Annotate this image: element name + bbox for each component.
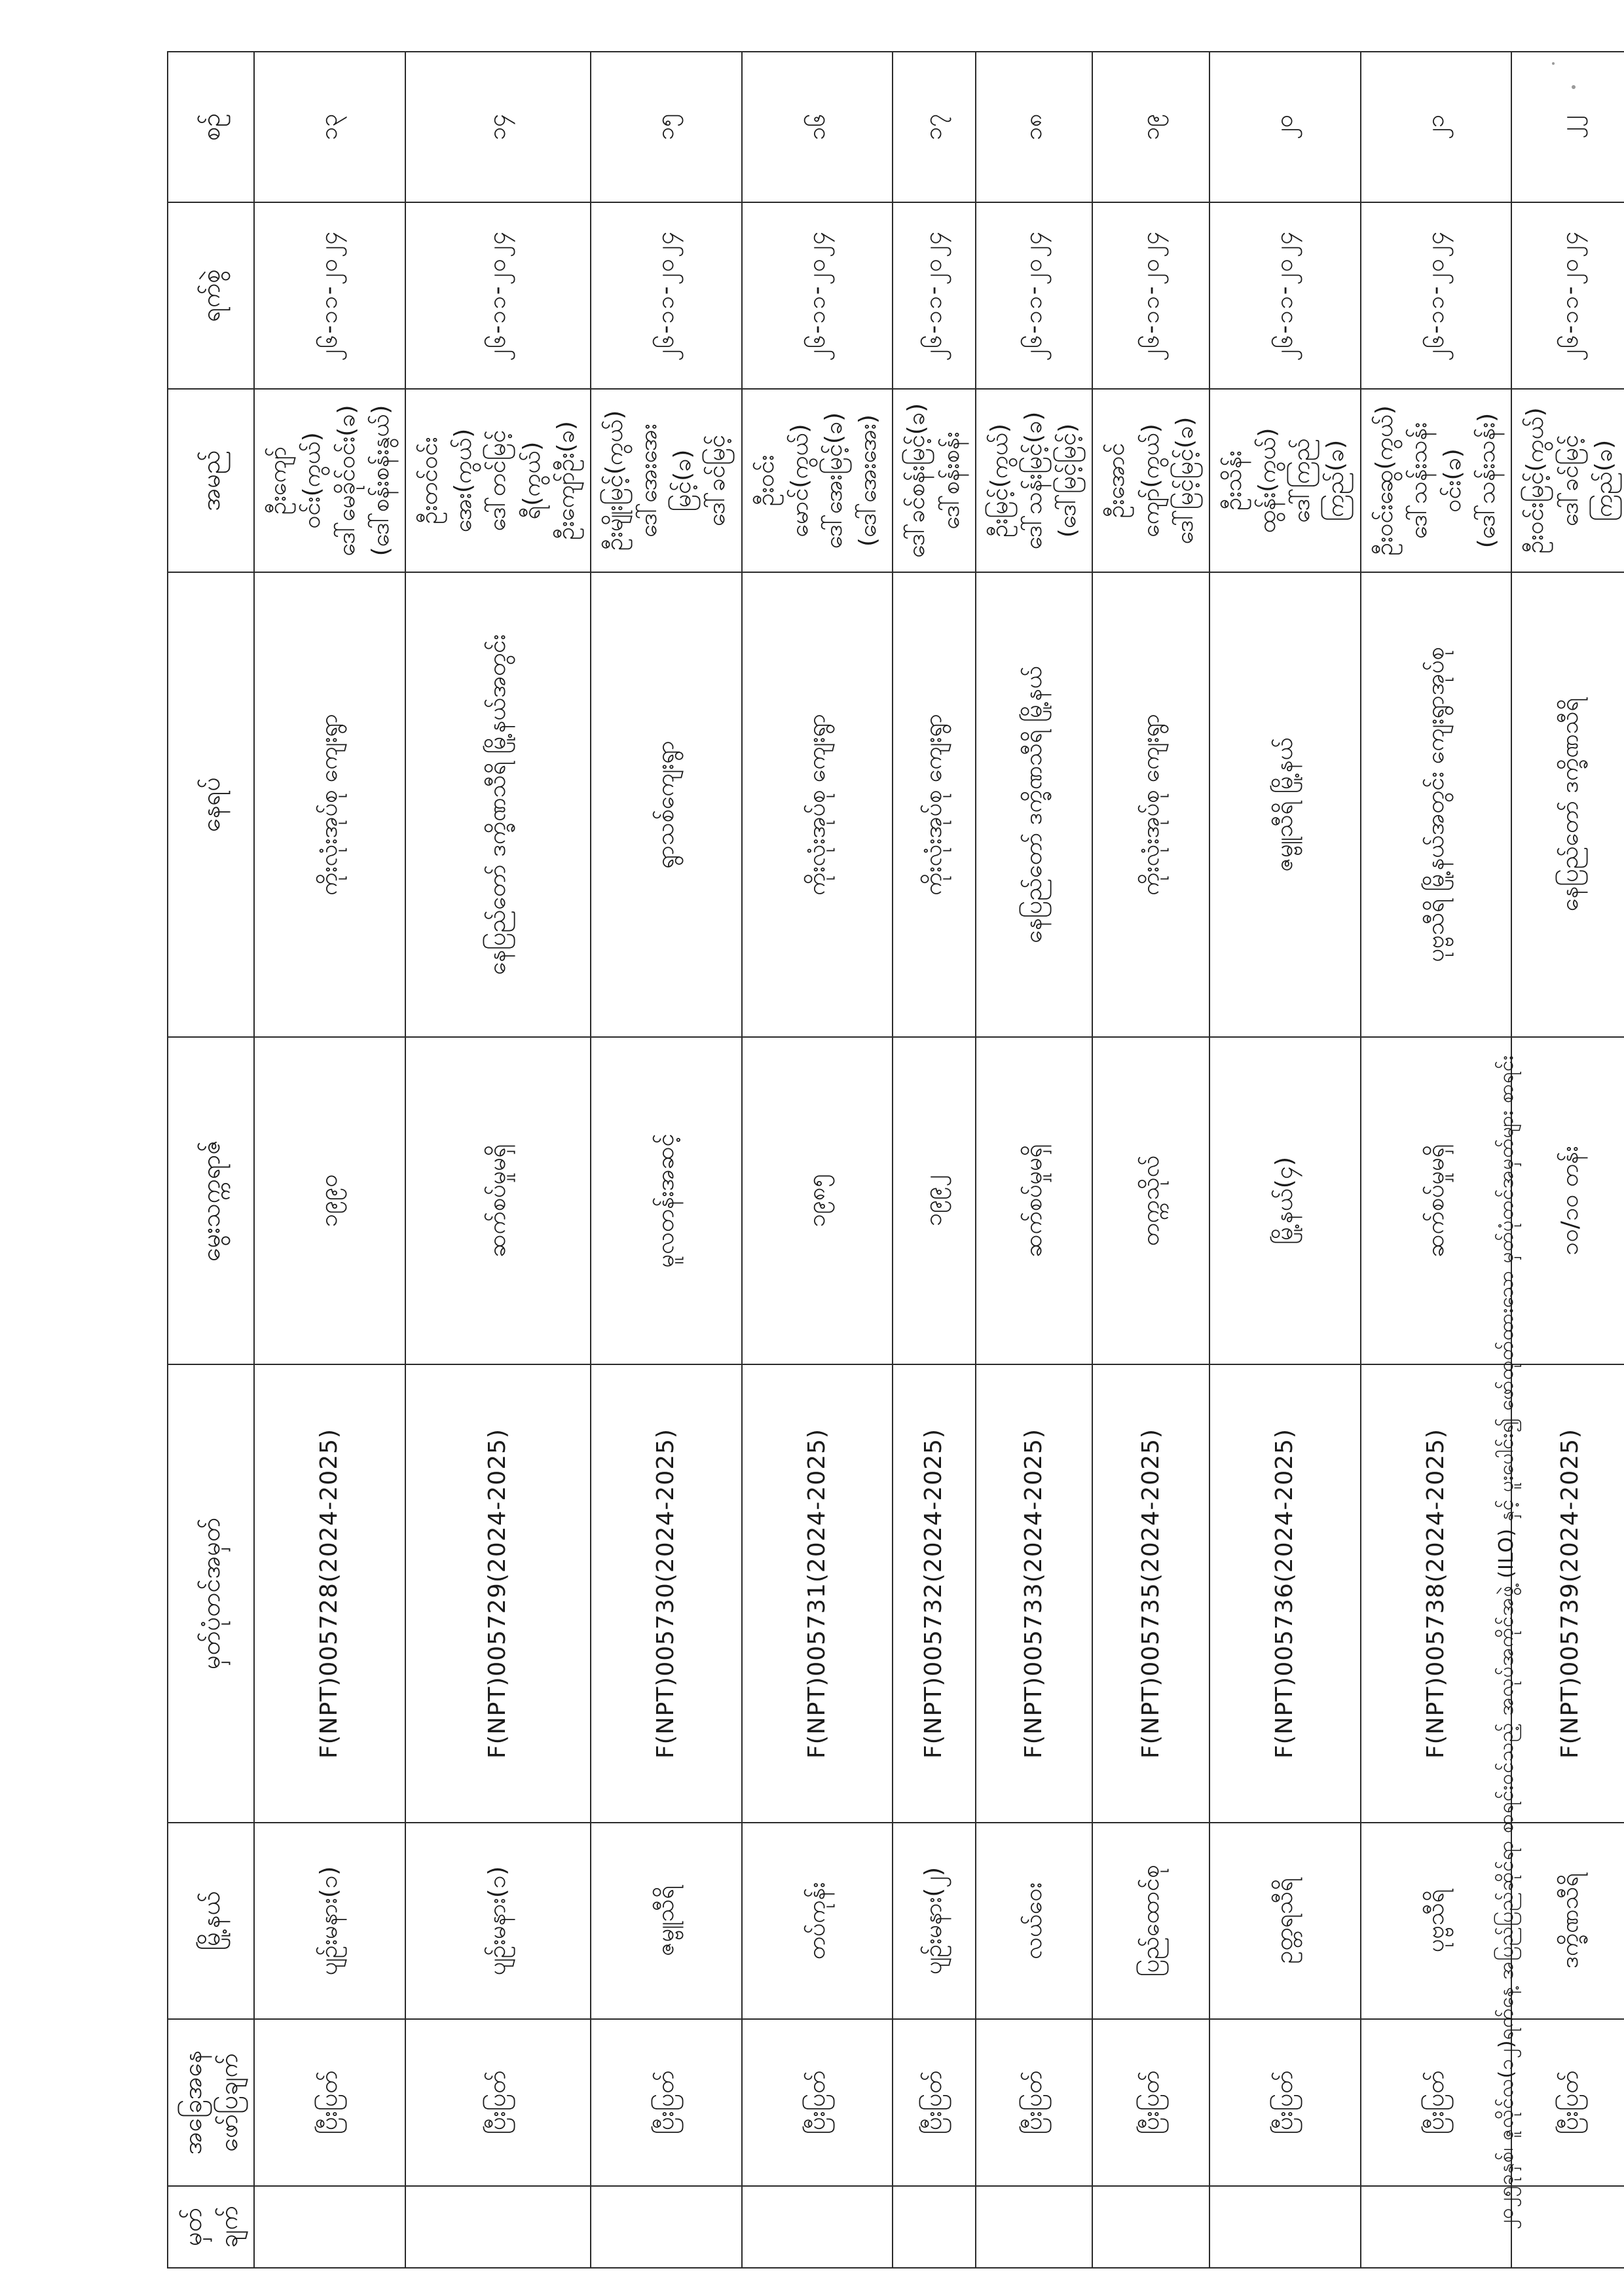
remark-cell [1092,2186,1209,2268]
remark-cell [1511,2186,1624,2268]
reg-no-cell: F(NPT)005736(2024-2025) [1209,1364,1361,1823]
name-cell: ဦးဝင်းမြင့်(ကွယ်) ဒေါ်ခင်မြင့်ကြည်(ခ) [1511,389,1624,572]
date-cell: ၂၆-၁၁-၂၀၂၄ [1361,202,1512,389]
name-cell: ဦးသိန်းထွန်း(ကွယ်) ဒေါ်ကြည်ကြည်(ခ) [1209,389,1361,572]
name-cell: ဦးဝင်းမောင်(ကွယ်) ဒေါ်အေးမြင့်(ခ) (ဒေါ်အေးအေး) [742,389,893,572]
header-status: အခြေအနေ ဖော်ပြချက် [168,2019,254,2186]
remark-cell [976,2186,1093,2268]
date-cell: ၂၆-၁၁-၂၀၂၄ [976,202,1093,389]
date-cell: ၂၆-၁၁-၂၀၂၄ [591,202,742,389]
address-cell: ရွာသစ်ကျေးရွာ [591,572,742,1037]
table-row [1511,52,1624,2268]
address-cell: ကိုးလုံးအုပ်စု ကျေးရွာ [1092,572,1209,1037]
remark-cell [254,2186,405,2268]
date-cell: ၂၆-၁၁-၂၀၂၄ [1511,202,1624,389]
township-cell: ဒက္ခိဏသီရိ [1511,1823,1624,2019]
township-cell: ဇမ္ဗူသီရိ [591,1823,742,2019]
township-cell: ပြည်ထောင်စု [1092,1823,1209,2019]
status-cell: ပြီးပြတ် [1511,2019,1624,2186]
status-cell: ပြီးပြတ် [976,2019,1093,2186]
address-cell: နေပြည်တော် ဒက္ခိဏသီရိ [1511,572,1624,1037]
name-cell: ဒေါ်ခင်စန်းမြင့်(ခ) ဒေါ်စန်းစန်း [893,389,975,572]
seq-cell: ၁၇ [893,52,975,202]
address-cell: နေပြည်တော် ဒက္ခိဏသီရိ မြို့နယ်အတွင်း [405,572,591,1037]
seq-cell: ၂၁ [1361,52,1512,202]
seq-cell: ၁၈ [976,52,1093,202]
reg-no-cell: F(NPT)005728(2024-2025) [254,1364,405,1823]
header-name: အမည် [168,389,254,572]
header-remark: မှတ် ချက် [168,2186,254,2268]
remark-cell [893,2186,975,2268]
status-cell: ပြီးပြတ် [405,2019,591,2186]
seq-cell: ၁၉ [1092,52,1209,202]
status-cell: ပြီးပြတ် [254,2019,405,2186]
header-dob: မွေးသက္ကရာဇ် [168,1037,254,1364]
table-row [742,52,893,2268]
dob-cell: မြို့နယ်(၄) [1209,1037,1361,1364]
township-cell: ပျဉ်းမနား(၂) [893,1823,975,2019]
dob-cell: ဆက်စပ်မှုမရှိ [405,1037,591,1364]
status-cell: ပြီးပြတ် [591,2019,742,2186]
header-date: ရက်စွဲ [168,202,254,389]
rotated-page [167,52,1617,2269]
seq-cell: ၁၃ [254,52,405,202]
table-row [893,52,975,2268]
name-cell: ဦးကျော်ဝင်း(ကွယ်) ဒေါ်မေခိုင်ဝင်း(ခ) (ဒေါ်စန်းစန်းနွယ်) [254,389,405,572]
table-header-row [168,52,254,2268]
seq-cell: ၂၂ [1511,52,1624,202]
address-cell: ဇမ္ဗူသီရိ မြို့နယ် [1209,572,1361,1037]
date-cell: ၂၆-၁၁-၂၀၂၄ [1092,202,1209,389]
address-cell: ကိုးလုံးအုပ်စု ကျေးရွာ [742,572,893,1037]
dob-cell: ၁၉၉၀ [254,1037,405,1364]
date-cell: ၂၆-၁၁-၂၀၂၄ [742,202,893,389]
status-cell: ပြီးပြတ် [893,2019,975,2186]
status-cell: ပြီးပြတ် [1209,2019,1361,2186]
remark-cell [1209,2186,1361,2268]
header-seq: စဉ် [168,52,254,202]
seq-cell: ၁၄ [405,52,591,202]
reg-no-cell: F(NPT)005731(2024-2025) [742,1364,893,1823]
reg-no-cell: F(NPT)005738(2024-2025) [1361,1364,1512,1823]
name-cell: ဦးဝင်းဆွေ(ကွယ်) ဒေါ်သန်းသန်းဝင်း(ခ) (ဒေါ်သန်းသန်း) [1361,389,1512,572]
status-cell: ပြီးပြတ် [1092,2019,1209,2186]
remark-cell [742,2186,893,2268]
header-address: နေရပ် [168,572,254,1037]
table-row [405,52,591,2268]
reg-no-cell: F(NPT)005730(2024-2025) [591,1364,742,1823]
table-row [591,52,742,2268]
remark-cell [591,2186,742,2268]
document-title: ၂၀၂၅ခုနှစ်၊ ဇူလိုင်လ(၁၂)ရက်နေ့ အပြည်ပြည်ဆိုင်ရာ စာရင်းဝင်သည့် အလုပ်အကိုင်အဖွဲ့ (ILO) နှင့် ပူးပေါင်း၍ ဖော်ထုတ်ထားသော မှတ်ပုံတင်အမှတ်များ စာရင်း [1495,1055,1518,2229]
seq-cell: ၂၀ [1209,52,1361,202]
header-reg-no: မှတ်ပုံတင်အမှတ် [168,1364,254,1823]
dob-cell: ၁၀/၁၀ တန်း [1511,1037,1624,1364]
name-cell: ဦးမျိုးမြင့်(ကွယ်) ဒေါ်အေးအေးမြင့်(ခ) ဒေါ်ခင်မြင့် [591,389,742,572]
header-township: မြို့နယ် [168,1823,254,2019]
township-cell: ပုဗ္ဗသီရိ [1361,1823,1512,2019]
remark-cell [1361,2186,1512,2268]
dob-cell: တက္ကသိုလ် [1092,1037,1209,1364]
address-cell: ကိုးလုံးအုပ်စု ကျေးရွာ [893,572,975,1037]
status-cell: ပြီးပြတ် [742,2019,893,2186]
remark-cell [405,2186,591,2268]
date-cell: ၂၆-၁၁-၂၀၂၄ [893,202,975,389]
table-row [1092,52,1209,2268]
table-row [1209,52,1361,2268]
address-cell: ပုဗ္ဗသီရိ မြို့နယ်အတွင်း ကျေးရွာအုပ်စု [1361,572,1512,1037]
records-table [167,51,1624,2269]
dob-cell: ၁၉၈၅ [742,1037,893,1364]
address-cell: ကိုးလုံးအုပ်စု ကျေးရွာ [254,572,405,1037]
name-cell: ဦးမြင့်(ကွယ်) ဒေါ်သန်းမြင့်(ခ) (ဒေါ်မြင့်မြင့်) [976,389,1093,572]
dob-cell: မူလတန်းအဆင့် [591,1037,742,1364]
status-cell: ပြီးပြတ် [1361,2019,1512,2186]
dob-cell: ၁၉၉၂ [893,1037,975,1364]
township-cell: ဥတ္တရသီရိ [1209,1823,1361,2019]
township-cell: ပျဉ်းမနား(၁) [405,1823,591,2019]
name-cell: ဦးအောင်ကျော်(ကွယ်) ဒေါ်မြင့်မြင့်(ခ) [1092,389,1209,572]
table-row [1361,52,1512,2268]
reg-no-cell: F(NPT)005735(2024-2025) [1092,1364,1209,1823]
seq-cell: ၁၆ [742,52,893,202]
seq-cell: ၁၅ [591,52,742,202]
date-cell: ၂၆-၁၁-၂၀၂၄ [254,202,405,389]
reg-no-cell: F(NPT)005733(2024-2025) [976,1364,1093,1823]
name-cell: ဦးတင်ဝင်းအေး(ကွယ်) ဒေါ်တင်မြင့်ရီ(ကွယ်) ဦးကျော်ဦး(ခ) [405,389,591,572]
township-cell: လယ်ဝေး [976,1823,1093,2019]
address-cell: နေပြည်တော် ဒက္ခိဏသီရိ မြို့နယ် [976,572,1093,1037]
township-cell: တပ်ကုန်း [742,1823,893,2019]
reg-no-cell: F(NPT)005729(2024-2025) [405,1364,591,1823]
dob-cell: ဆက်စပ်မှုမရှိ [1361,1037,1512,1364]
table-row [254,52,405,2268]
dob-cell: ဆက်စပ်မှုမရှိ [976,1037,1093,1364]
table-row [976,52,1093,2268]
date-cell: ၂၆-၁၁-၂၀၂၄ [1209,202,1361,389]
reg-no-cell: F(NPT)005739(2024-2025) [1511,1364,1624,1823]
reg-no-cell: F(NPT)005732(2024-2025) [893,1364,975,1823]
township-cell: ပျဉ်းမနား(၁) [254,1823,405,2019]
date-cell: ၂၆-၁၁-၂၀၂၄ [405,202,591,389]
